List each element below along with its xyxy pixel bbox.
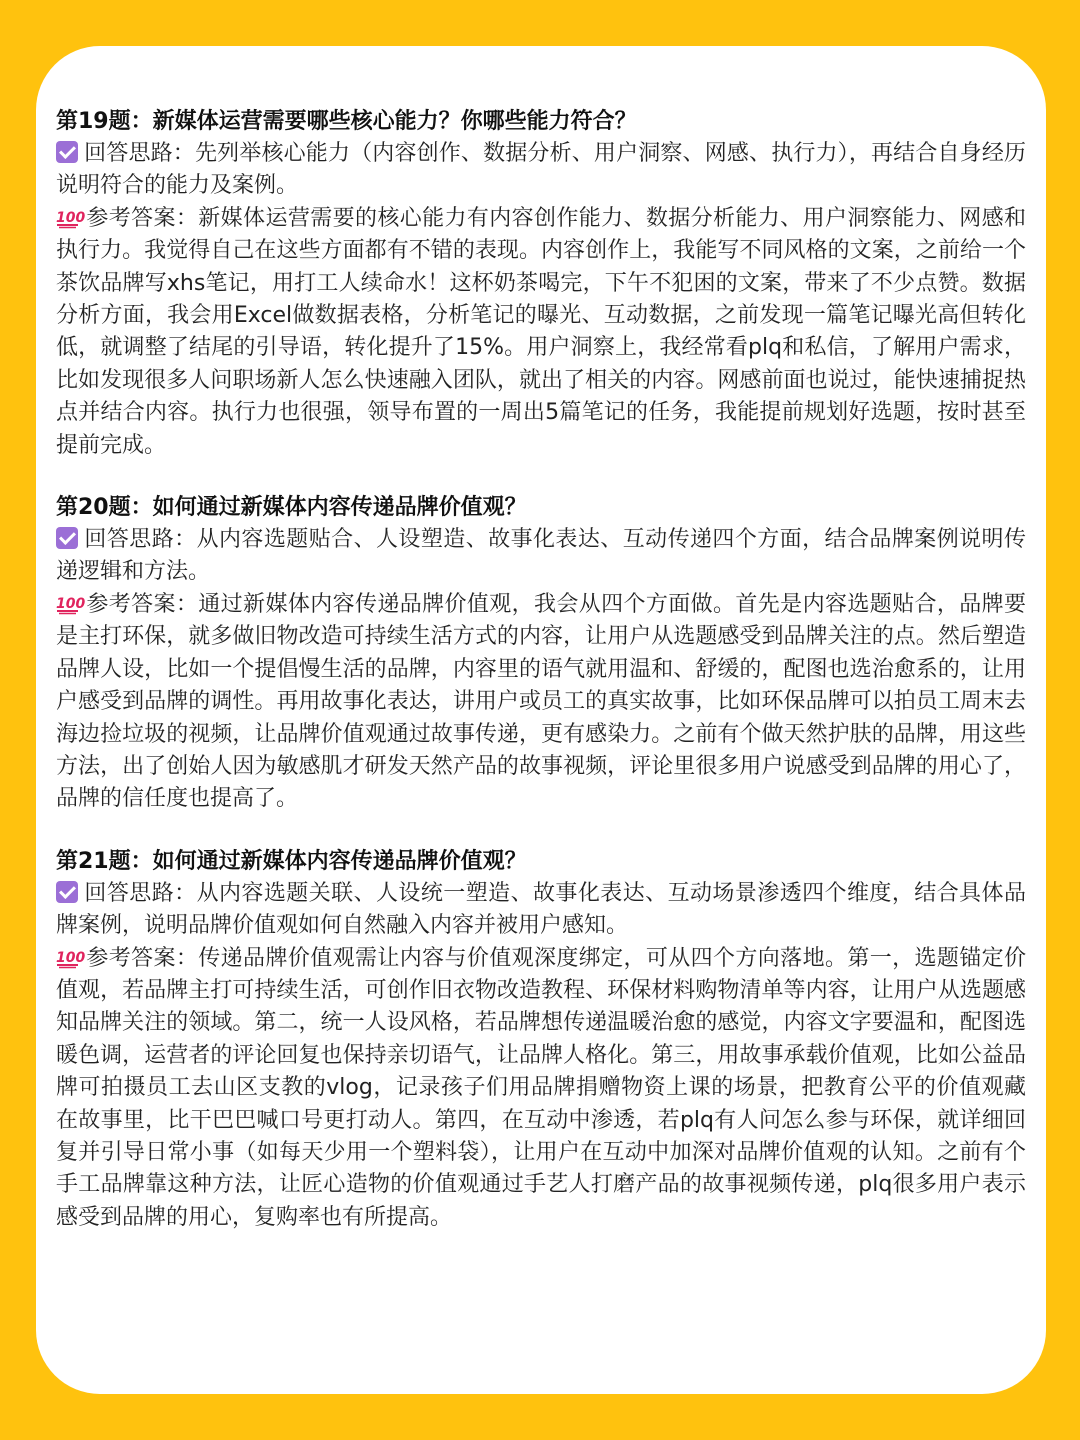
qa-item-20 [56, 492, 1026, 816]
idea-text: 先列举核心能力（内容创作、数据分析、用户洞察、网感、执行力），再结合自身经历说明符合的能力及案例。 [56, 141, 1026, 199]
hundred-points-icon [56, 592, 86, 614]
check-mark-button-icon [56, 141, 78, 163]
answer-label: 参考答案： [86, 205, 199, 231]
answer-text: 通过新媒体内容传递品牌价值观，我会从四个方面做。首先是内容选题贴合，品牌要是主打环保，就多做旧物改造可持续生活方式的内容，让用户从选题感受到品牌关注的点。然后塑造品牌人设，比如一个提倡慢生活的品牌，内容里的语气就用温和、舒缓的，配图也选治愈系的，让用户感受到品牌的调性。再用故事化表达，讲用户或员工的真实故事，比如环保品牌可以拍员工周末去海边捡垃圾的视频，让品牌价值观通过故事传递，更有感染力。之前有个做天然护肤的品牌，用这些方法，出了创始人因为敏感肌才研发天然产品的故事视频，评论里很多用户说感受到品牌的用心了，品牌的信任度也提高了。 [56, 591, 1026, 812]
answer-text: 新媒体运营需要的核心能力有内容创作能力、数据分析能力、用户洞察能力、网感和执行力。我觉得自己在这些方面都有不错的表现。内容创作上，我能写不同风格的文案，之前给一个茶饮品牌写xhs笔记，用打工人续命水！这杯奶茶喝完，下午不犯困的文案，带来了不少点赞。数据分析方面，我会用Excel做数据表格，分析笔记的曝光、互动数据，之前发现一篇笔记曝光高但转化低，就调整了结尾的引导语，转化提升了15%。用户洞察上，我经常看plq和私信，了解用户需求，比如发现很多人问职场新人怎么快速融入团队，就出了相关的内容。网感前面也说过，能快速捕捉热点并结合内容。执行力也很强，领导布置的一周出5篇笔记的任务，我能提前规划好选题，按时甚至提前完成。 [56, 205, 1026, 458]
answer-label: 参考答案： [86, 591, 199, 617]
qa-item-19 [56, 106, 1026, 462]
question-title: 第21题：如何通过新媒体内容传递品牌价值观？ [56, 848, 527, 874]
content-card [36, 46, 1046, 1394]
reference-answer [56, 943, 1026, 1235]
idea-label: 回答思路： [84, 880, 197, 906]
answer-idea [56, 138, 1026, 203]
check-mark-button-icon [56, 527, 78, 549]
answer-idea [56, 878, 1026, 943]
svg-text:100: 100 [56, 949, 86, 966]
qa-list [56, 106, 1026, 1264]
idea-text: 从内容选题关联、人设统一塑造、故事化表达、互动场景渗透四个维度，结合具体品牌案例，说明品牌价值观如何自然融入内容并被用户感知。 [56, 880, 1026, 939]
idea-label: 回答思路： [84, 141, 195, 166]
check-mark-button-icon [56, 881, 78, 903]
question-title: 第20题：如何通过新媒体内容传递品牌价值观？ [56, 495, 527, 521]
idea-text: 从内容选题贴合、人设塑造、故事化表达、互动传递四个方面，结合品牌案例说明传递逻辑和方法。 [56, 527, 1026, 585]
answer-text: 传递品牌价值观需让内容与价值观深度绑定，可从四个方向落地。第一，选题锚定价值观，若品牌主打可持续生活，可创作旧衣物改造教程、环保材料购物清单等内容，让用户从选题感知品牌关注的领域。第二，统一人设风格，若品牌想传递温暖治愈的感觉，内容文字要温和，配图选暖色调，运营者的评论回复也保持亲切语气，让品牌人格化。第三，用故事承载价值观，比如公益品牌可拍摄员工去山区支教的vlog，记录孩子们用品牌捐赠物资上课的场景，把教育公平的价值观藏在故事里，比干巴巴喊口号更打动人。第四，在互动中渗透，若plq有人问怎么参与环保，就详细回复并引导日常小事（如每天少用一个塑料袋），让用户在互动中加深对品牌价值观的认知。之前有个手工品牌靠这种方法，让匠心造物的价值观通过手艺人打磨产品的故事视频传递，plq很多用户表示感受到品牌的用心，复购率也有所提高。 [56, 945, 1026, 1230]
qa-item-21 [56, 846, 1026, 1234]
idea-label: 回答思路： [84, 527, 197, 553]
hundred-points-icon [56, 946, 86, 968]
svg-text:100: 100 [56, 209, 86, 226]
svg-text:100: 100 [56, 595, 86, 612]
reference-answer [56, 203, 1026, 462]
answer-label: 参考答案： [86, 945, 199, 971]
question-title: 第19题：新媒体运营需要哪些核心能力？你哪些能力符合？ [56, 109, 637, 134]
reference-answer [56, 589, 1026, 816]
hundred-points-icon [56, 206, 86, 228]
answer-idea [56, 524, 1026, 589]
